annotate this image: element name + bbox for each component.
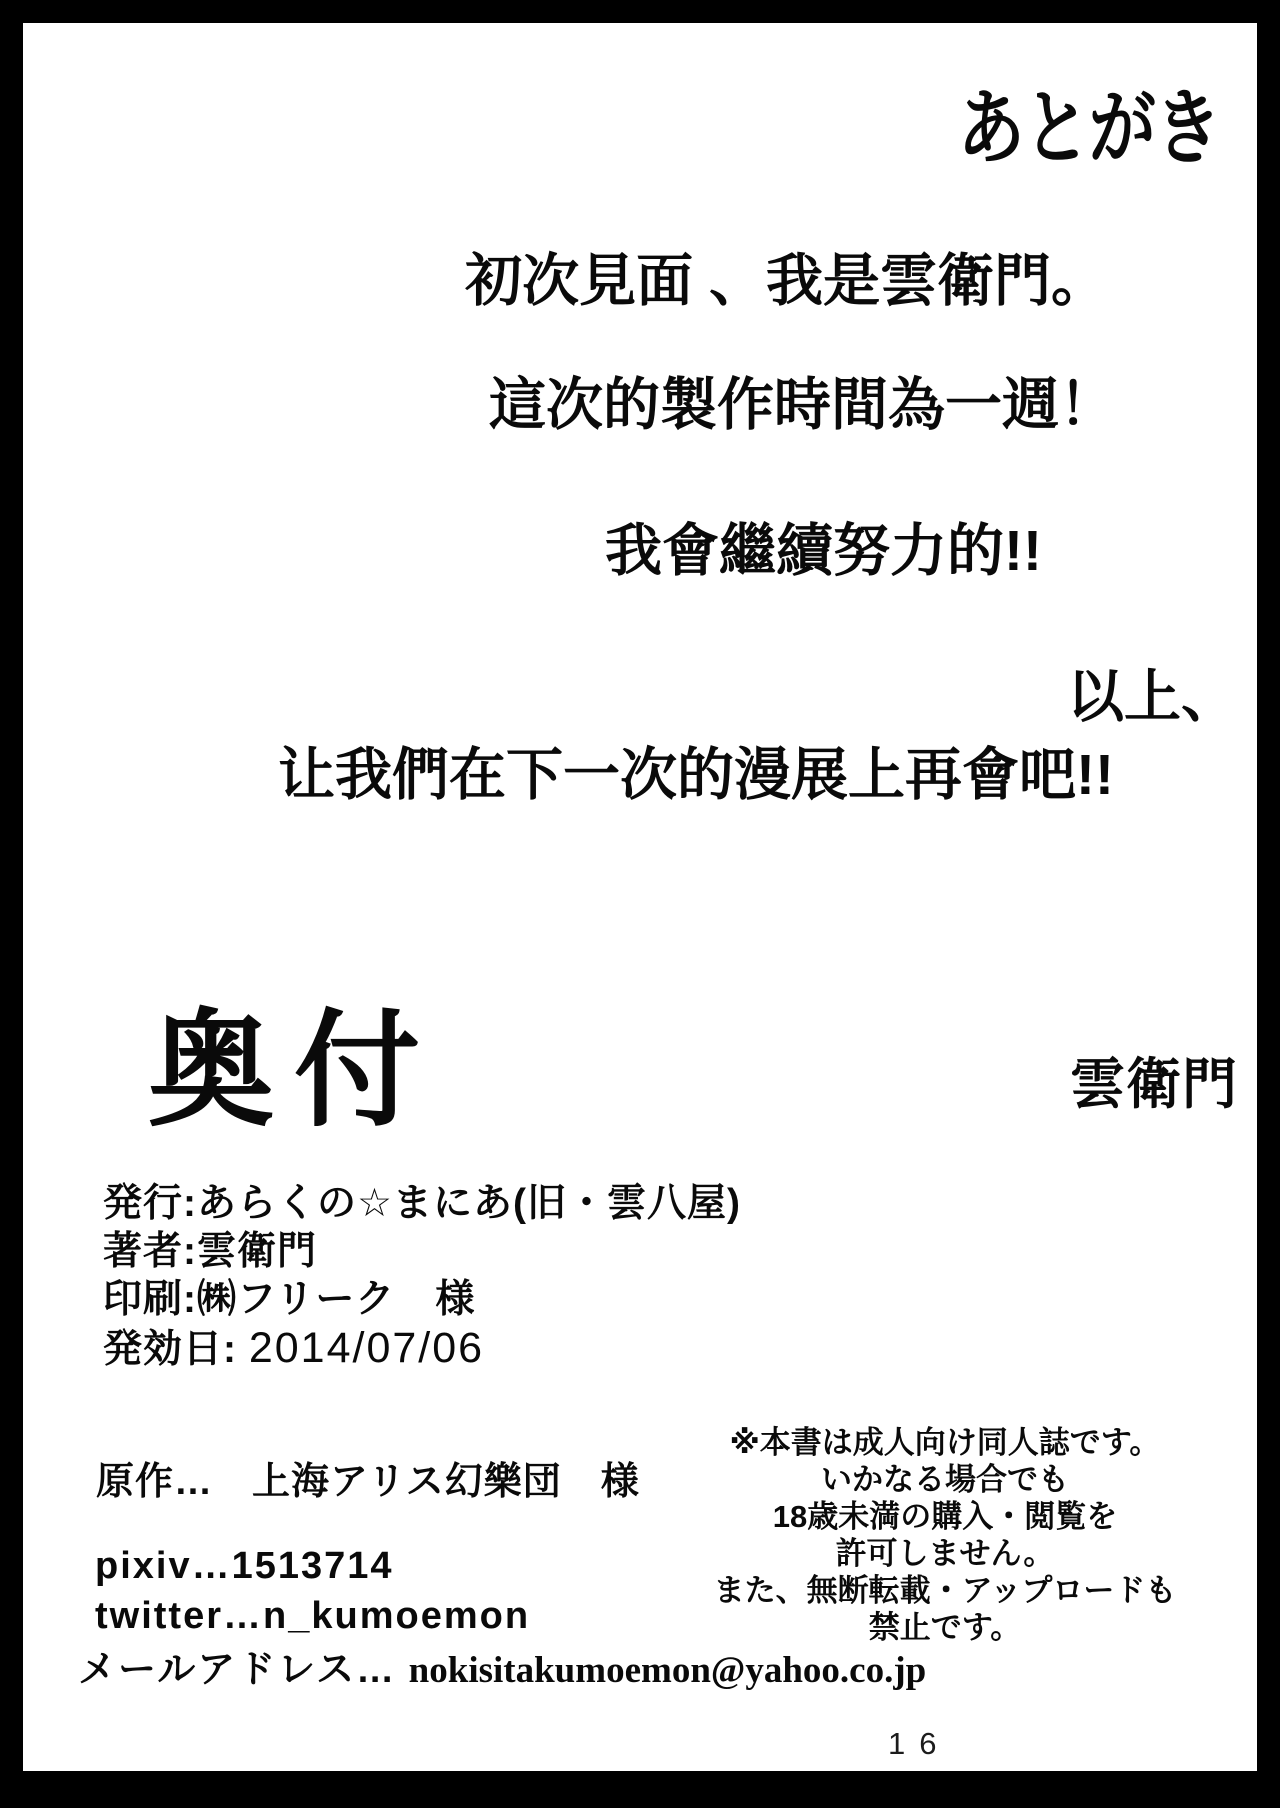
- publication-info: [103, 1180, 741, 1374]
- author-signature: 雲衛門: [1069, 1053, 1238, 1115]
- disclaimer-line: 18歳未満の購入・閲覧を: [772, 1499, 1118, 1534]
- twitter-contact: twitter…n_kumoemon: [95, 1595, 531, 1637]
- author-line: 著者:雲衛門: [103, 1230, 317, 1273]
- closing-line-2: 让我們在下一次的漫展上再會吧!!: [278, 743, 1114, 807]
- issue-date-value: 2014/07/06: [248, 1324, 485, 1372]
- original-work-credit: 原作… 上海アリス幻樂団 様: [96, 1461, 640, 1503]
- issue-date-label: 発効日:: [103, 1328, 237, 1371]
- closing-line-1: 以上、: [1067, 665, 1238, 729]
- email-label: メールアドレス…: [78, 1649, 397, 1691]
- issue-date-line: [103, 1324, 741, 1374]
- greeting-line-2: 這次的製作時間為一週！: [489, 373, 1116, 437]
- disclaimer-line: 許可しません。: [835, 1536, 1055, 1571]
- email-address: nokisitakumoemon@yahoo.co.jp: [408, 1650, 927, 1691]
- printer-line: 印刷:㈱フリーク 様: [103, 1278, 476, 1321]
- colophon-title: 奥付: [148, 1000, 440, 1141]
- greeting-line-1: 初次見面 、我是雲衛門。: [465, 249, 1108, 313]
- adult-content-disclaimer: [658, 1424, 1232, 1646]
- page-number: 16: [888, 1726, 951, 1761]
- afterword-title: あとがき: [957, 83, 1220, 174]
- email-contact: [78, 1638, 926, 1693]
- effort-line: 我會繼續努力的!!: [605, 519, 1042, 583]
- publisher-line: 発行:あらくの☆まにあ(旧・雲八屋): [103, 1182, 741, 1225]
- disclaimer-line: ※本書は成人向け同人誌です。: [729, 1425, 1161, 1460]
- disclaimer-line: いかなる場合でも: [821, 1462, 1069, 1497]
- pixiv-contact: pixiv…1513714: [95, 1545, 394, 1587]
- disclaimer-line: 禁止です。: [868, 1610, 1022, 1645]
- disclaimer-line: また、無断転載・アップロードも: [713, 1573, 1177, 1608]
